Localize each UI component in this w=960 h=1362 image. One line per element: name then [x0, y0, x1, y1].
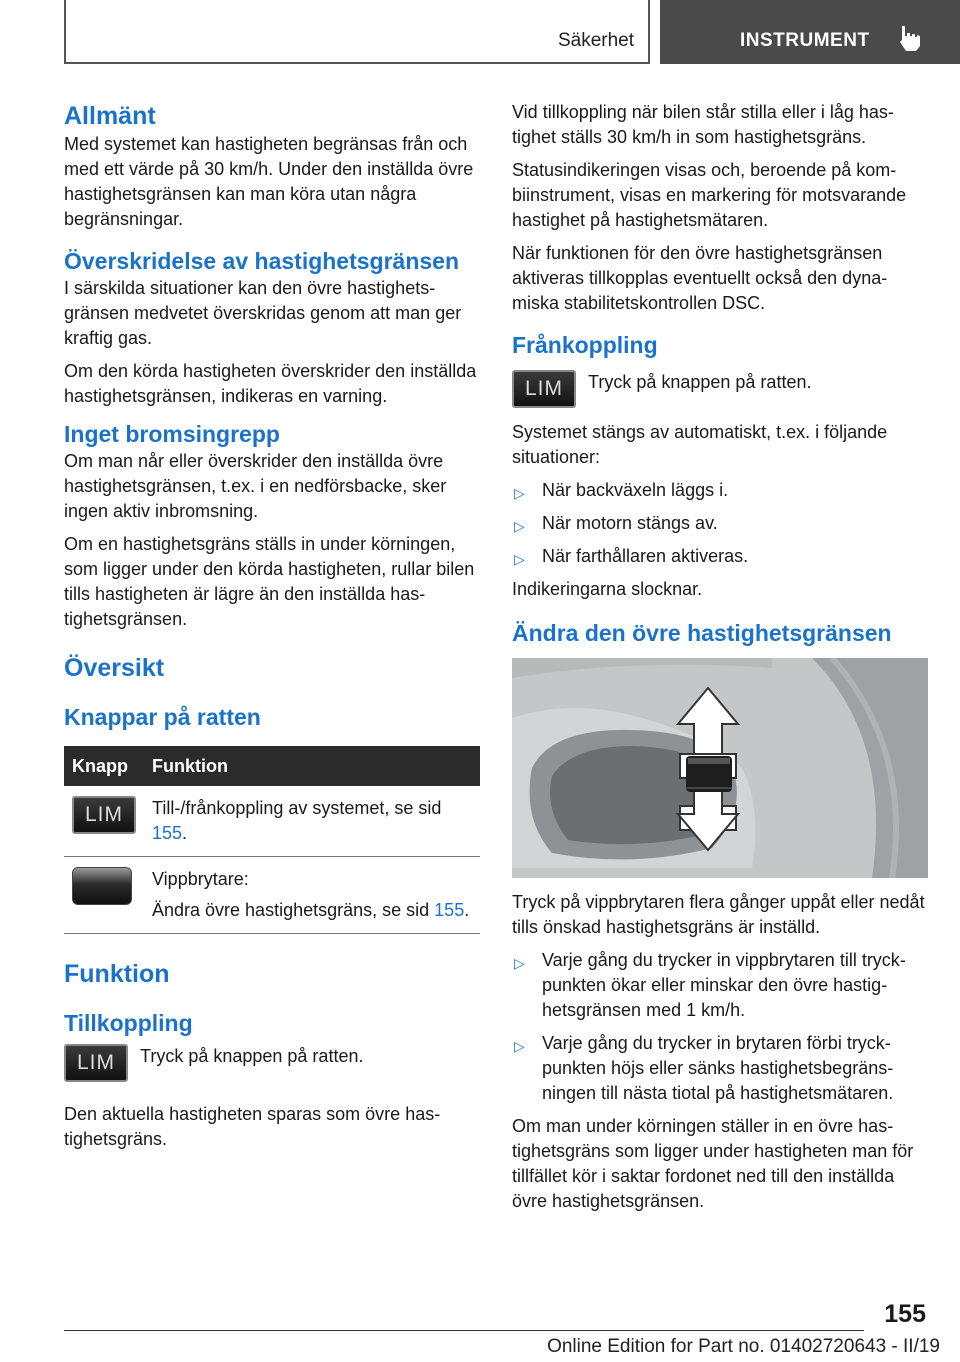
triangle-bullet-icon: ▷: [514, 551, 525, 567]
subheading-knappar: Knappar på ratten: [64, 704, 261, 730]
heading-overskridelse: Överskridelse av hastighetsgränsen: [64, 248, 460, 274]
pointing-hand-icon: [896, 24, 922, 52]
paragraph: Indikeringarna slocknar.: [512, 579, 703, 599]
paragraph: Om man når eller överskrider den inställda övre hastighetsgränsen, t.ex. i en nedförsbacke, sker ingen aktiv inbromsning.: [64, 451, 447, 521]
left-column: [64, 100, 480, 1160]
footer-edition: Online Edition for Part no. 01402720643 - II/19: [547, 1336, 940, 1357]
page-header: [0, 0, 960, 66]
list-item: ▷ När farthållaren aktiveras.: [512, 544, 928, 569]
rocker-switch-icon: [72, 867, 132, 905]
triangle-bullet-icon: ▷: [514, 955, 525, 971]
paragraph: Om den körda hastigheten överskrider den inställda hastighetsgränsen, indikeras en varning.: [64, 361, 477, 406]
paragraph: När funktionen för den övre hastighetsgränsen aktiveras tillkopplas eventuellt också den dynamiska stabilitetskontrollen DSC.: [512, 243, 888, 313]
footer-divider: [64, 1330, 864, 1331]
section-title: Säkerhet: [557, 30, 634, 51]
chapter-title: INSTRUMENT: [740, 30, 870, 51]
heading-allmant: Allmänt: [64, 102, 156, 130]
table-row: LIM Till-/frånkoppling av systemet, se sid 155.: [64, 786, 480, 857]
right-column: [512, 100, 928, 1222]
lim-instruction: [512, 370, 928, 414]
list-item: ▷ Varje gång du trycker in brytaren förbi tryckpunkten höjs eller sänks hastighetsbegränsningen till nästa tiotal på hastighetsmätaren.: [514, 1033, 894, 1103]
table-header-funktion: Funktion: [144, 746, 480, 786]
list-item: ▷ När backväxeln läggs i.: [512, 478, 928, 503]
lim-button-icon: LIM: [72, 796, 136, 834]
triangle-bullet-icon: ▷: [514, 518, 525, 534]
table-row: Vippbrytare: Ändra övre hastighetsgräns, se sid 155.: [64, 857, 480, 934]
triangle-bullet-icon: ▷: [514, 485, 525, 501]
bullet-list: [512, 948, 928, 1106]
paragraph: Statusindikeringen visas och, beroende på kombiinstrument, visas en markering för motsvarande hastighet på hastighetsmätaren.: [512, 160, 907, 230]
paragraph: Systemet stängs av automatiskt, t.ex. i följande situationer:: [512, 422, 888, 467]
list-item: ▷ Varje gång du trycker in vippbrytaren till tryckpunkten ökar eller minskar den övre hastighetsgränsen med 1 km/h.: [514, 950, 906, 1020]
paragraph: Tryck på knappen på ratten.: [588, 372, 812, 392]
table-header-knapp: Knapp: [64, 746, 144, 786]
paragraph: Om man under körningen ställer in en övre hastighetsgräns som ligger under hastigheten man för tillfället kör i saktar fordonet ned till den inställda övre hastighetsgränsen.: [512, 1116, 914, 1211]
steering-wheel-illustration: [512, 658, 928, 878]
list-item: ▷ När motorn stängs av.: [512, 511, 928, 536]
paragraph: I särskilda situationer kan den övre hastighetsgränsen medvetet överskridas genom att man ger kraftig gas.: [64, 278, 462, 348]
cell-text: Ändra övre hastighetsgräns, se sid: [152, 900, 430, 920]
buttons-table: [64, 746, 480, 934]
chapter-tab: [660, 0, 960, 64]
paragraph: Den aktuella hastigheten sparas som övre hastighetsgräns.: [64, 1104, 441, 1149]
heading-oversikt: Översikt: [64, 654, 165, 682]
page-link[interactable]: 155: [434, 900, 465, 920]
lim-button-icon: LIM: [64, 1044, 128, 1082]
bullet-list: [512, 478, 928, 569]
cell-text: Vippbrytare:: [152, 869, 249, 889]
steering-wheel-rocker-photo: [512, 658, 928, 878]
paragraph: Om en hastighetsgräns ställs in under körningen, som ligger under den körda hastigheten, rullar bilen tills hastigheten är lägre än den inställda hastighetsgränsen.: [64, 534, 475, 629]
heading-funktion: Funktion: [64, 960, 170, 988]
page-link[interactable]: 155: [152, 823, 183, 843]
paragraph: Tryck på knappen på ratten.: [140, 1046, 364, 1066]
paragraph: Vid tillkoppling när bilen står stilla eller i låg hastighet ställs 30 km/h in som hastighetsgräns.: [512, 102, 894, 147]
heading-inget-bromsingrepp: Inget bromsingrepp: [64, 421, 280, 447]
heading-frankoppling: Frånkoppling: [512, 332, 658, 358]
paragraph: Med systemet kan hastigheten begränsas från och med ett värde på 30 km/h. Under den inställda övre hastighetsgränsen kan man köra utan några begränsningar.: [64, 134, 474, 229]
paragraph: Tryck på vippbrytaren flera gånger uppåt eller nedåt tills önskad hastighetsgräns är inställd.: [512, 892, 925, 937]
cell-text: Till-/frånkoppling av systemet, se sid: [152, 798, 442, 818]
lim-instruction: [64, 1044, 480, 1088]
subheading-tillkoppling: Tillkoppling: [64, 1010, 193, 1036]
triangle-bullet-icon: ▷: [514, 1038, 525, 1054]
section-header-box: [64, 0, 650, 64]
table-header-row: [64, 746, 480, 786]
page-number: 155: [884, 1300, 926, 1328]
lim-button-icon: LIM: [512, 370, 576, 408]
heading-andra: Ändra den övre hastighetsgränsen: [512, 620, 892, 646]
